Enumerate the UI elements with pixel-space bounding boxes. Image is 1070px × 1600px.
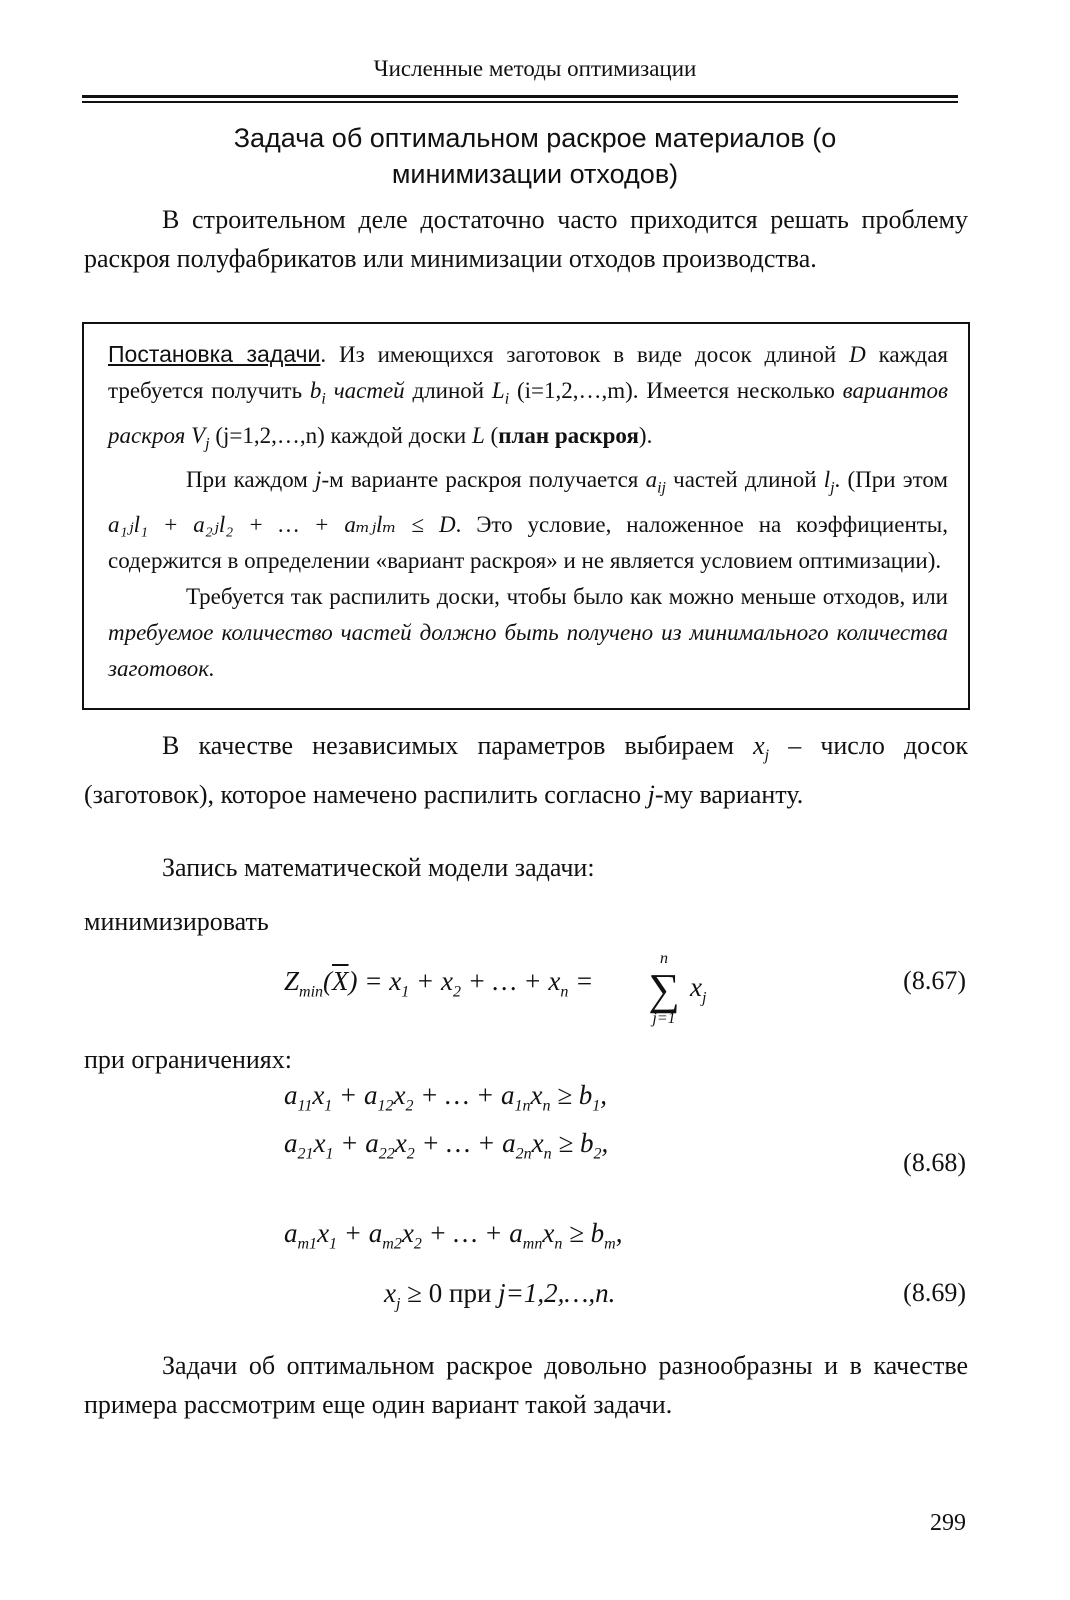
text-run: (i=1,2,…,m). Имеется несколько [509,378,843,403]
closing-paragraph: Задачи об оптимальном раскрое довольно разнообразны и в качестве примера рассмотрим еще один вариант такой задачи. [84,1351,968,1419]
math-var [491,378,510,408]
statement-paragraph-2 [108,462,948,579]
text-run: -м варианте раскроя получается [321,467,646,493]
text-run: . Из имеющихся заготовок в виде досок длиной [320,342,850,367]
inline-formula: a₁ⱼl₁ + a₂ⱼl₂ + … + aₘⱼlₘ ≤ D [108,511,456,537]
text-run: – число досок (заготовок), которое намечено распилить согласно [84,731,968,810]
math-var: L [471,422,485,448]
model-intro: Запись математической модели задачи: [162,853,595,882]
math-symbol: V [185,422,206,448]
italic-text: требуемое количество частей должно быть получено из минимального количества заготовок. [108,619,948,681]
math-var [185,422,210,453]
statement-paragraph-3 [108,579,948,687]
math-symbol: a [645,467,658,493]
text-run: частей длиной [665,467,824,493]
text-run: ≥ 0 [400,1278,450,1308]
constraint-2: $a_{21}x_1 + a_{22}x_2$ + … + $a_{2n}x_n \ge b_2$, [284,1128,609,1163]
sum-upper-limit: n [660,950,668,967]
problem-statement-text [108,336,948,687]
bold-text: план раскроя [498,422,639,448]
text-run: ). [638,422,653,448]
math-symbol: x [690,972,702,1002]
text-run: При каждом [186,467,316,493]
math-var [645,467,666,497]
intro-paragraph: В строительном деле достаточно часто приходится решать проблему раскроя полуфабрикатов или минимизации отходов производства. [84,205,968,273]
math-symbol: b [309,378,322,403]
constraint-m: $a_{m1}x_1 + a_{m2}x_2$ + … + $a_{mn}x_n \ge b_m$, [284,1218,623,1253]
formula-8-67: $Z_{min}(\overline{X}) = x_1 + x_2$ + … + $x_n$ = [284,966,594,1001]
constraint-1: $a_{11}x_1 + a_{12}x_2$ + … + $a_{1n}x_n \ge b_1$, [284,1080,608,1115]
equation-number-8-69: (8.69) [903,1278,966,1307]
math-symbol: L [491,378,505,403]
text-run: В качестве независимых параметров выбираем [162,731,754,760]
page-number: 299 [930,1510,966,1536]
math-subscript: ij [657,479,666,497]
statement-label: Постановка задачи [108,341,321,367]
math-subscript: j [764,747,770,765]
math-var [823,467,835,497]
math-var [309,378,326,408]
math-subscript: j [701,989,707,1007]
equation-number-8-68: (8.68) [903,1148,966,1177]
text-run: j=1,2,…,n. [498,1278,616,1308]
math-var: D [849,342,866,367]
text-run: при [449,1278,499,1308]
statement-paragraph-1 [108,336,948,462]
text-run: Требуется так распилить доски, чтобы было как можно меньше отходов, или [186,583,948,609]
text-run: -му варианту. [654,780,804,810]
text-run: длиной [404,378,492,403]
text-run: (j=1,2,…,n) каждой доски [209,422,472,448]
sigma-symbol: ∑ [648,965,680,1014]
text-run: ( [484,422,499,448]
minimize-label: минимизировать [84,907,269,936]
math-var [753,731,770,765]
math-var: j [315,467,322,493]
formula-8-69 [384,1278,615,1313]
math-subscript: i [321,390,326,408]
constraints-label: при ограничениях: [84,1045,292,1074]
section-title: Задача об оптимальном раскрое материалов (о минимизации отходов) [233,123,837,189]
math-symbol: x [753,731,765,760]
italic-text: вариантов раскроя [108,378,949,448]
text-run: . Это условие, наложенное на коэффициенты, содержится в определении «вариант раскроя» и не является условием оптимизации). [108,511,949,573]
text-run: . (При этом [834,467,948,493]
header-rule-thin [82,101,958,103]
parameters-paragraph [84,726,968,814]
math-var: j [647,780,655,810]
math-subscript: j [830,479,835,497]
summation [644,948,684,1028]
math-subscript: j [395,1295,401,1313]
math-symbol: x [384,1278,396,1308]
equation-number-8-67: (8.67) [903,966,966,995]
text-run: каждая требуется получить [108,342,948,403]
math-symbol: l [823,467,831,493]
sum-term [690,972,706,1007]
math-subscript: j [205,435,210,453]
running-head: Численные методы оптимизации [373,56,697,81]
math-subscript: i [504,390,510,408]
header-rule-thick [82,95,958,98]
problem-statement-box [82,322,970,710]
sum-lower-limit: j=1 [652,1010,676,1027]
italic-text: частей [333,378,405,403]
